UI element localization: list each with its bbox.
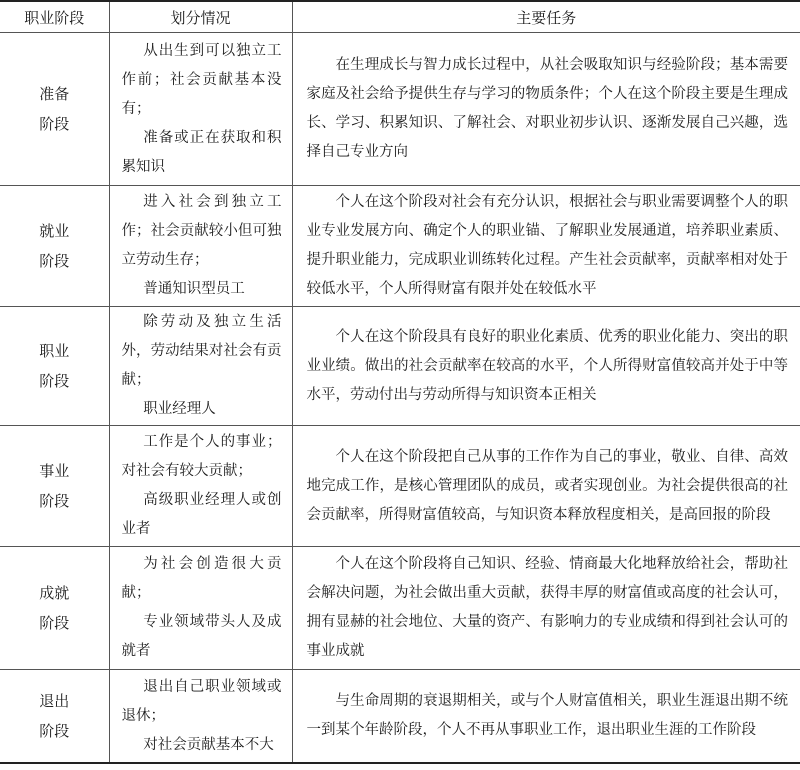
- stage-cell: [0, 307, 109, 426]
- task-cell: [292, 186, 800, 307]
- division-text: 准备或正在获取和积累知识: [121, 129, 282, 175]
- task-text: 在生理成长与智力成长过程中，从社会吸取知识与经验阶段；基本需要家庭及社会给予提供生存与学习的物质条件；个人在这个阶段主要是生理成长、学习、积累知识、了解社会、对职业初步认识、逐渐发展自己兴趣，选择自己专业方向: [306, 57, 788, 160]
- header-stage: 职业阶段: [0, 1, 109, 33]
- stage-name-line1: 职业: [39, 342, 70, 360]
- stage-cell: [0, 33, 109, 186]
- table-row-career: [0, 426, 800, 547]
- division-text: 从出生到可以独立工作前；社会贡献基本没有；: [121, 42, 282, 117]
- division-cell: [109, 186, 292, 307]
- division-text: 对社会贡献基本不大: [143, 736, 274, 753]
- division-text: 退出自己职业领域或退休；: [121, 678, 282, 724]
- stage-cell: [0, 186, 109, 307]
- division-text: 高级职业经理人或创业者: [121, 492, 282, 537]
- table-row-employment: [0, 186, 800, 307]
- table-row-achievement: [0, 547, 800, 670]
- task-cell: [292, 426, 800, 547]
- division-text: 除劳动及独立生活外，劳动结果对社会有贡献；: [121, 314, 282, 388]
- division-text: 职业经理人: [143, 401, 216, 417]
- task-cell: [292, 670, 800, 764]
- task-text: 个人在这个阶段将自己知识、经验、情商最大化地释放给社会，帮助社会解决问题，为社会做出重大贡献，获得丰厚的财富值或高度的社会认可，拥有显赫的社会地位、大量的资产、有影响力的专业成绩和得到社会认可的事业成就: [306, 556, 788, 659]
- task-text: 个人在这个阶段对社会有充分认识，根据社会与职业需要调整个人的职业专业发展方向、确定个人的职业锚、了解职业发展通道，培养职业素质、提升职业能力，完成职业训练转化过程。产生社会贡献率，贡献率相对处于较低水平，个人所得财富有限并处在较低水平: [306, 194, 788, 297]
- division-text: 工作是个人的事业；对社会有较大贡献；: [121, 434, 282, 479]
- division-cell: [109, 670, 292, 764]
- stage-cell: [0, 670, 109, 764]
- stage-cell: [0, 426, 109, 547]
- division-cell: [109, 33, 292, 186]
- table-row-exit: [0, 670, 800, 764]
- division-text: 普通知识型员工: [143, 281, 245, 297]
- task-cell: [292, 307, 800, 426]
- stage-name-line2: 阶段: [39, 372, 70, 390]
- division-cell: [109, 547, 292, 670]
- task-cell: [292, 547, 800, 670]
- division-cell: [109, 307, 292, 426]
- header-row: [0, 1, 800, 33]
- division-cell: [109, 426, 292, 547]
- stage-name-line2: 阶段: [39, 614, 70, 632]
- division-text: 为社会创造很大贡献；: [121, 556, 282, 601]
- table-row-profession: [0, 307, 800, 426]
- task-cell: [292, 33, 800, 186]
- task-text: 与生命周期的衰退期相关，或与个人财富值相关，职业生涯退出期不统一到某个年龄阶段，个人不再从事职业工作，退出职业生涯的工作阶段: [306, 693, 788, 738]
- division-text: 进入社会到独立工作；社会贡献较小但可独立劳动生存；: [121, 194, 282, 268]
- header-task: 主要任务: [292, 1, 800, 33]
- task-text: 个人在这个阶段具有良好的职业化素质、优秀的职业化能力、突出的职业业绩。做出的社会贡献率在较高的水平，个人所得财富值较高并处于中等水平，劳动付出与劳动所得与知识资本正相关: [306, 328, 788, 403]
- stage-name-line1: 就业: [39, 222, 70, 240]
- stage-cell: [0, 547, 109, 670]
- stage-name-line1: 成就: [39, 584, 70, 602]
- stage-name-line2: 阶段: [39, 252, 70, 270]
- stage-name-line1: 事业: [39, 462, 70, 480]
- stage-name-line1: 退出: [39, 692, 70, 710]
- stage-name-line2: 阶段: [39, 115, 70, 133]
- division-text: 专业领域带头人及成就者: [121, 614, 282, 659]
- stage-name-line2: 阶段: [39, 722, 70, 740]
- stage-name-line1: 准备: [39, 85, 70, 103]
- stage-name-line2: 阶段: [39, 492, 70, 510]
- task-text: 个人在这个阶段把自己从事的工作作为自己的事业，敬业、自律、高效地完成工作，是核心管理团队的成员，或者实现创业。为社会提供很高的社会贡献率，所得财富值较高，与知识资本释放程度相关，是高回报的阶段: [306, 448, 788, 523]
- table-row-preparation: [0, 33, 800, 186]
- header-division: 划分情况: [109, 1, 292, 33]
